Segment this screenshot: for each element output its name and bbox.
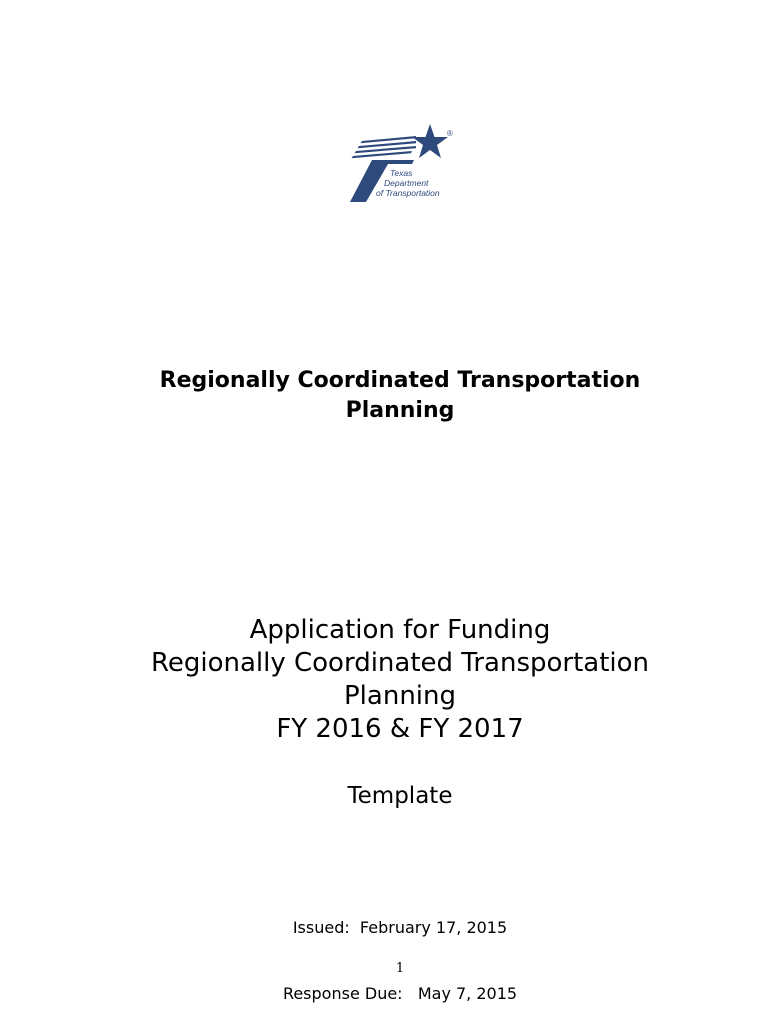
application-title-line-3: Planning bbox=[344, 681, 456, 711]
page-number: 1 bbox=[395, 961, 405, 976]
issued-date: February 17, 2015 bbox=[359, 918, 508, 937]
response-due-label: Response Due: bbox=[282, 984, 403, 1003]
txdot-logo bbox=[344, 120, 460, 206]
registered-mark: ® bbox=[447, 129, 453, 138]
logo-text-line-2: Department bbox=[384, 178, 429, 188]
txdot-star-logo-icon bbox=[344, 120, 460, 206]
response-due-line bbox=[0, 983, 770, 1005]
application-title-line-4: FY 2016 & FY 2017 bbox=[276, 714, 524, 744]
issued-label: Issued: bbox=[292, 918, 350, 937]
dates-block bbox=[0, 873, 770, 1027]
issued-line bbox=[0, 917, 770, 939]
response-due-date: May 7, 2015 bbox=[417, 984, 518, 1003]
logo-text-line-1: Texas bbox=[390, 168, 413, 178]
heading-line-2: Planning bbox=[345, 398, 455, 423]
application-title bbox=[0, 614, 770, 746]
document-heading bbox=[0, 366, 770, 426]
heading-line-1: Regionally Coordinated Transportation bbox=[159, 368, 641, 393]
logo-text-line-3: of Transportation bbox=[376, 188, 440, 198]
application-title-line-2: Regionally Coordinated Transportation bbox=[150, 648, 650, 678]
application-title-line-1: Application for Funding bbox=[249, 615, 551, 645]
template-label: Template bbox=[347, 783, 453, 809]
